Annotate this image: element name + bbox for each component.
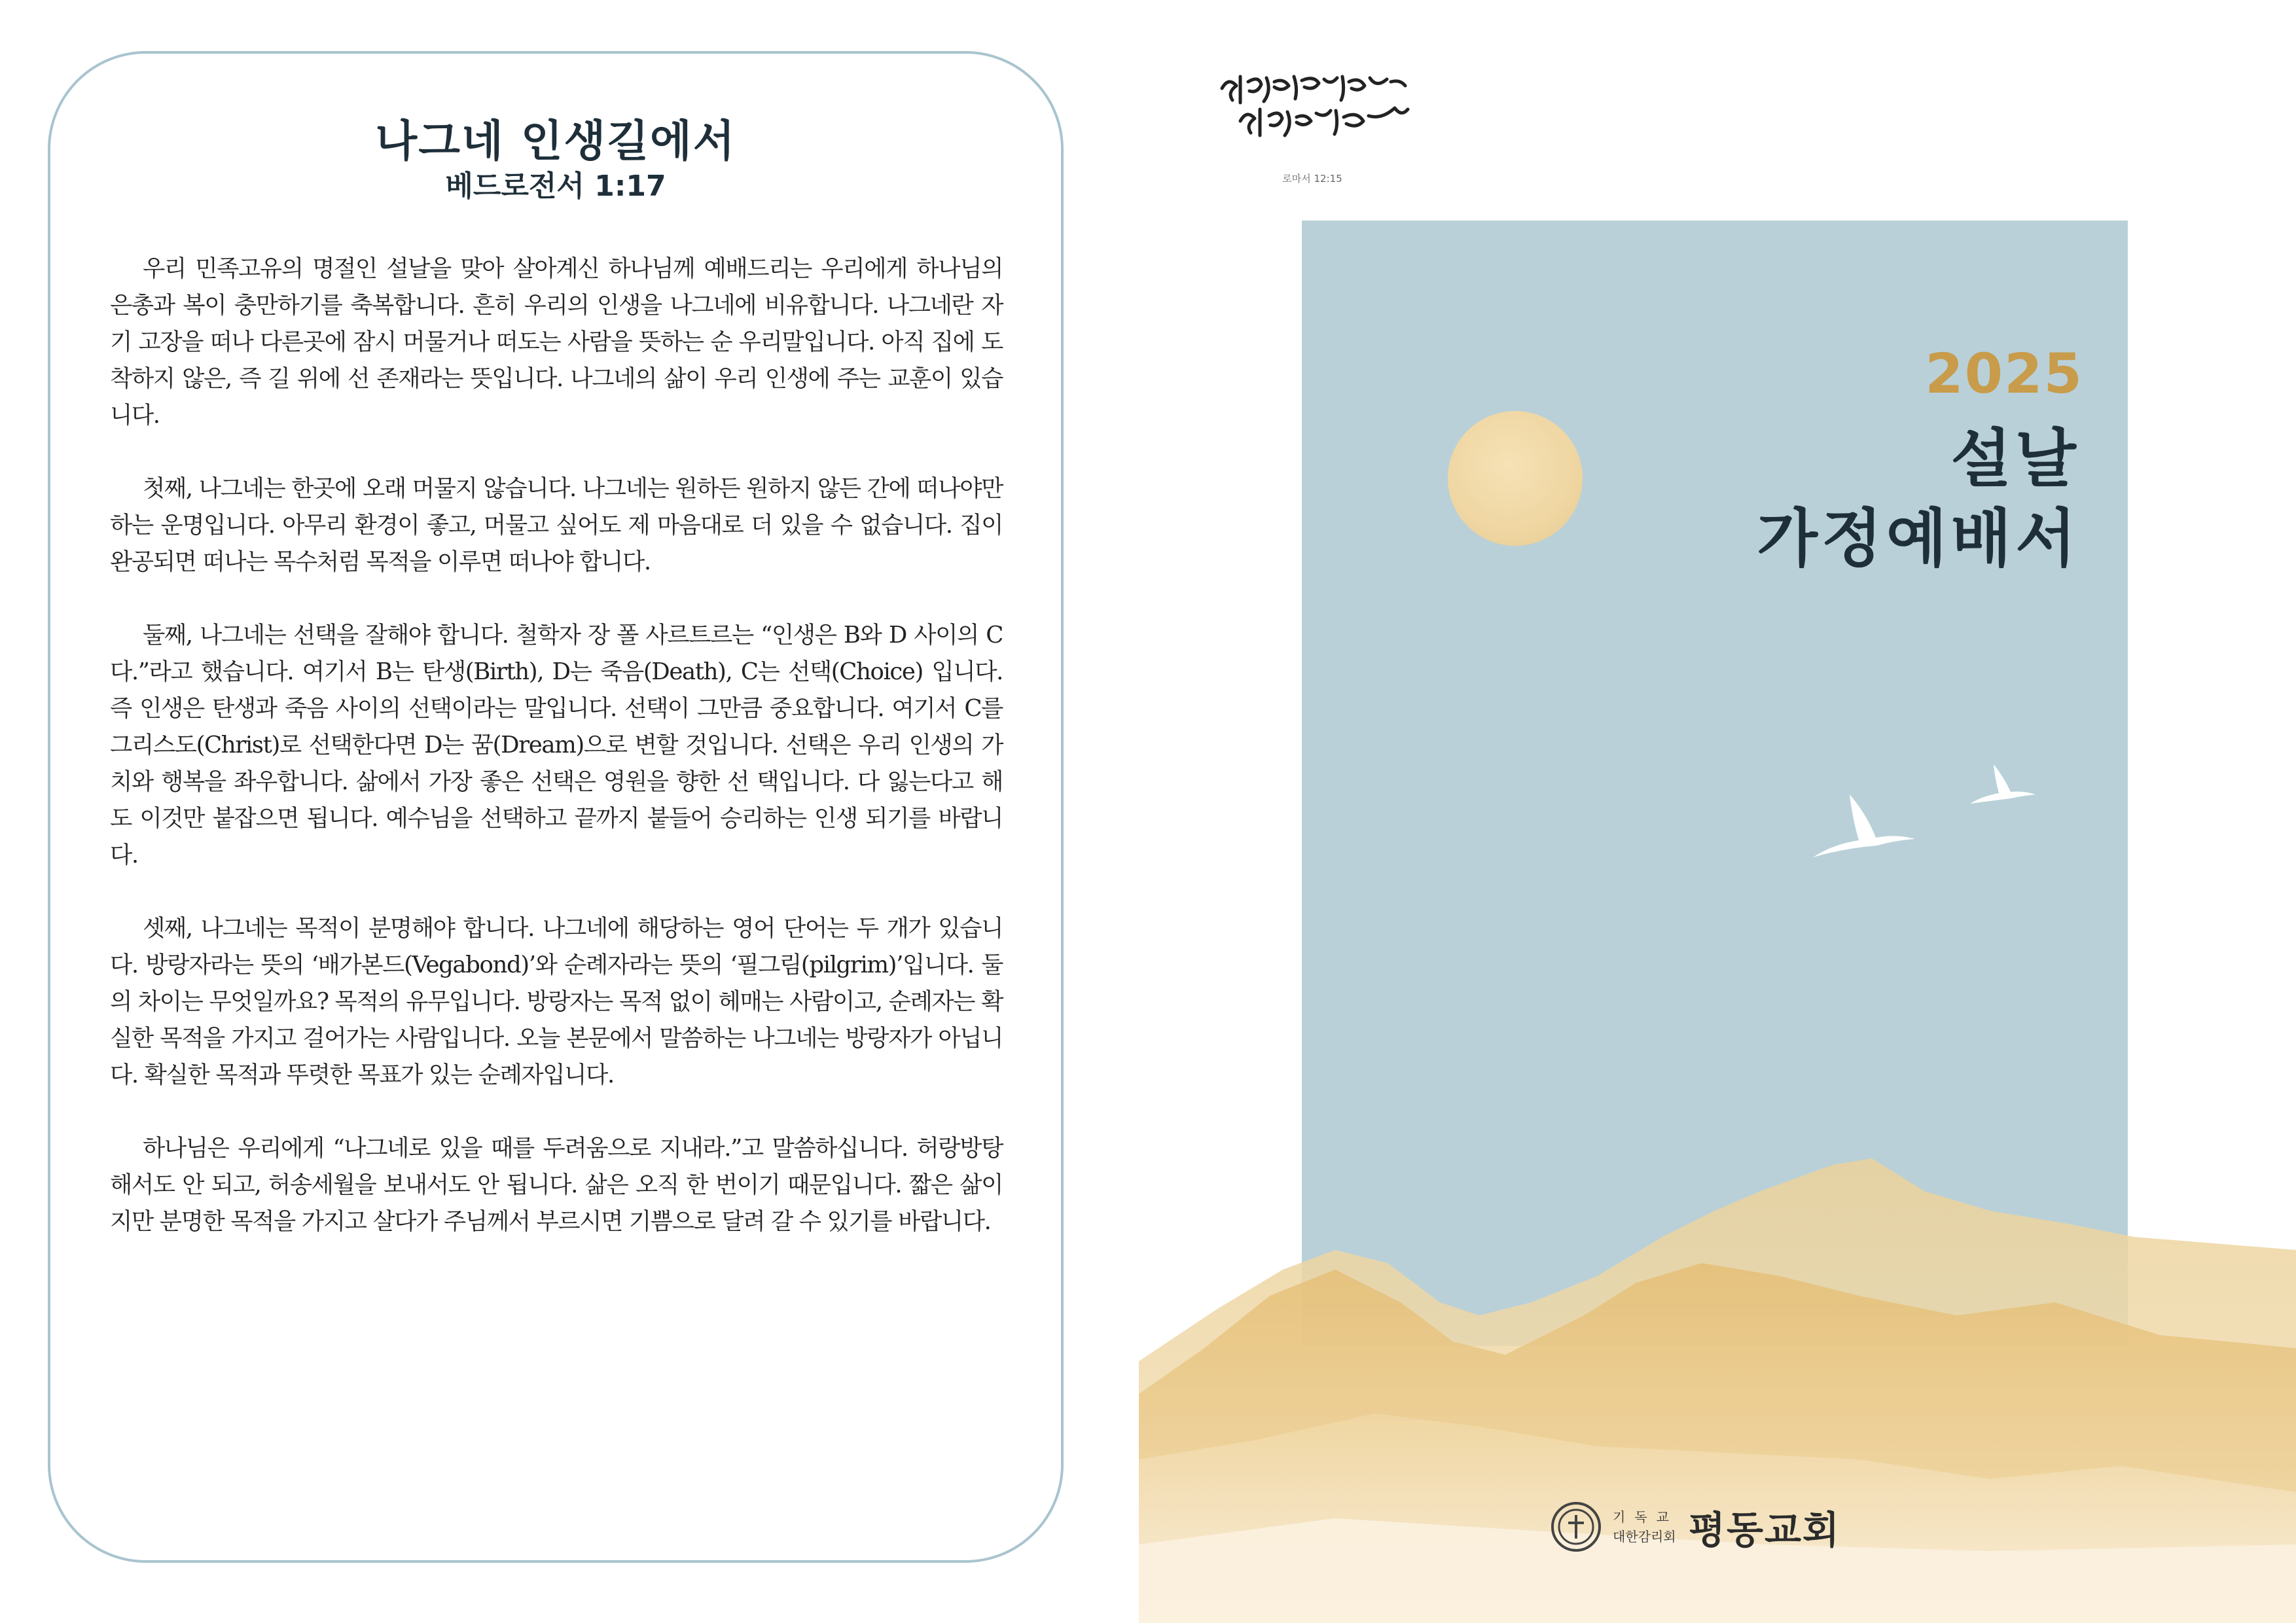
sermon-body xyxy=(110,251,1003,1240)
cover-title xyxy=(1757,419,2080,579)
bird-small xyxy=(1970,764,2036,804)
church-name: 평동교회 xyxy=(1688,1508,1841,1552)
calligraphy-reference: 로마서 12:15 xyxy=(1282,173,1342,185)
cover-title-line1: 설날 xyxy=(1950,422,2080,495)
church-denomination xyxy=(1613,1507,1678,1546)
paragraph-intro: 우리 민족고유의 명절인 설날을 맞아 살아계신 하나님께 예배드리는 우리에게 하나님의 은총과 복이 충만하기를 축복합니다. 흔히 우리의 인생을 나그네에 비유합니다. 나그네란 자기 고장을 떠나 다른곳에 잠시 머물거나 떠도는 사람을 뜻하는 순 우리말입니다. 아직 집에 도착하지 않은, 즉 길 위에 선 존재라는 뜻입니다. 나그네의 삶이 우리 인생에 주는 교훈이 있습니다. xyxy=(110,255,1003,429)
paragraph-first: 첫째, 나그네는 한곳에 오래 머물지 않습니다. 나그네는 원하든 원하지 않든 간에 떠나야만 하는 운명입니다. 아무리 환경이 좋고, 머물고 싶어도 제 마음대로 더 있을 수 없습니다. 집이 완공되면 떠나는 목수처럼 목적을 이루면 떠나야 합니다. xyxy=(110,475,1003,575)
paragraph-second: 둘째, 나그네는 선택을 잘해야 합니다. 철학자 장 폴 사르트르는 “인생은 B와 D 사이의 C다.”라고 했습니다. 여기서 B는 탄생(Birth), D는 죽음(Death), C는 선택(Choice) 입니다. 즉 인생은 탄생과 죽음 사이의 선택이라는 말입니다. 선택이 그만큼 중요합니다. 여기서 C를 그리스도(Christ)로 선택한다면 D는 꿈(Dream)으로 변할 것입니다. 선택은 우리 인생의 가치와 행복을 좌우합니다. 삶에서 가장 좋은 선택은 영원을 향한 선 택입니다. 다 잃는다고 해도 이것만 붙잡으면 됩니다. 예수님을 선택하고 끝까지 붙들어 승리하는 인생 되기를 바랍니다. xyxy=(110,622,1003,868)
bird-large xyxy=(1813,794,1915,857)
church-info xyxy=(1550,1497,1840,1556)
church-denomination-line2: 대한감리회 xyxy=(1613,1529,1676,1544)
sermon-title: 나그네 인생길에서 xyxy=(375,116,736,166)
church-denomination-line1: 기독교 xyxy=(1613,1509,1678,1525)
scripture-reference: 베드로전서 1:17 xyxy=(445,169,666,203)
cover-title-line2: 가정예배서 xyxy=(1757,502,2080,575)
calligraphy-logo xyxy=(1214,62,1437,147)
cover-year: 2025 xyxy=(1925,342,2083,406)
moon xyxy=(1448,411,1583,546)
birds-illustration xyxy=(1793,753,2055,870)
church-emblem-icon xyxy=(1550,1501,1602,1553)
paragraph-third: 셋째, 나그네는 목적이 분명해야 합니다. 나그네에 해당하는 영어 단어는 두 개가 있습니다. 방랑자라는 뜻의 ‘배가본드(Vegabond)’와 순례자라는 뜻의 ‘필그림(pilgrim)’입니다. 둘의 차이는 무엇일까요? 목적의 유무입니다. 방랑자는 목적 없이 헤매는 사람이고, 순례자는 확실한 목적을 가지고 걸어가는 사람입니다. 오늘 본문에서 말씀하는 나그네는 방랑자가 아닙니다. 확실한 목적과 뚜렷한 목표가 있는 순례자입니다. xyxy=(110,915,1003,1088)
paragraph-closing: 하나님은 우리에게 “나그네로 있을 때를 두려움으로 지내라.”고 말씀하십니다. 허랑방탕해서도 안 되고, 허송세월을 보내서도 안 됩니다. 삶은 오직 한 번이기 때문입니다. 짧은 삶이지만 분명한 목적을 가지고 살다가 주님께서 부르시면 기쁨으로 달려 갈 수 있기를 바랍니다. xyxy=(110,1135,1003,1235)
